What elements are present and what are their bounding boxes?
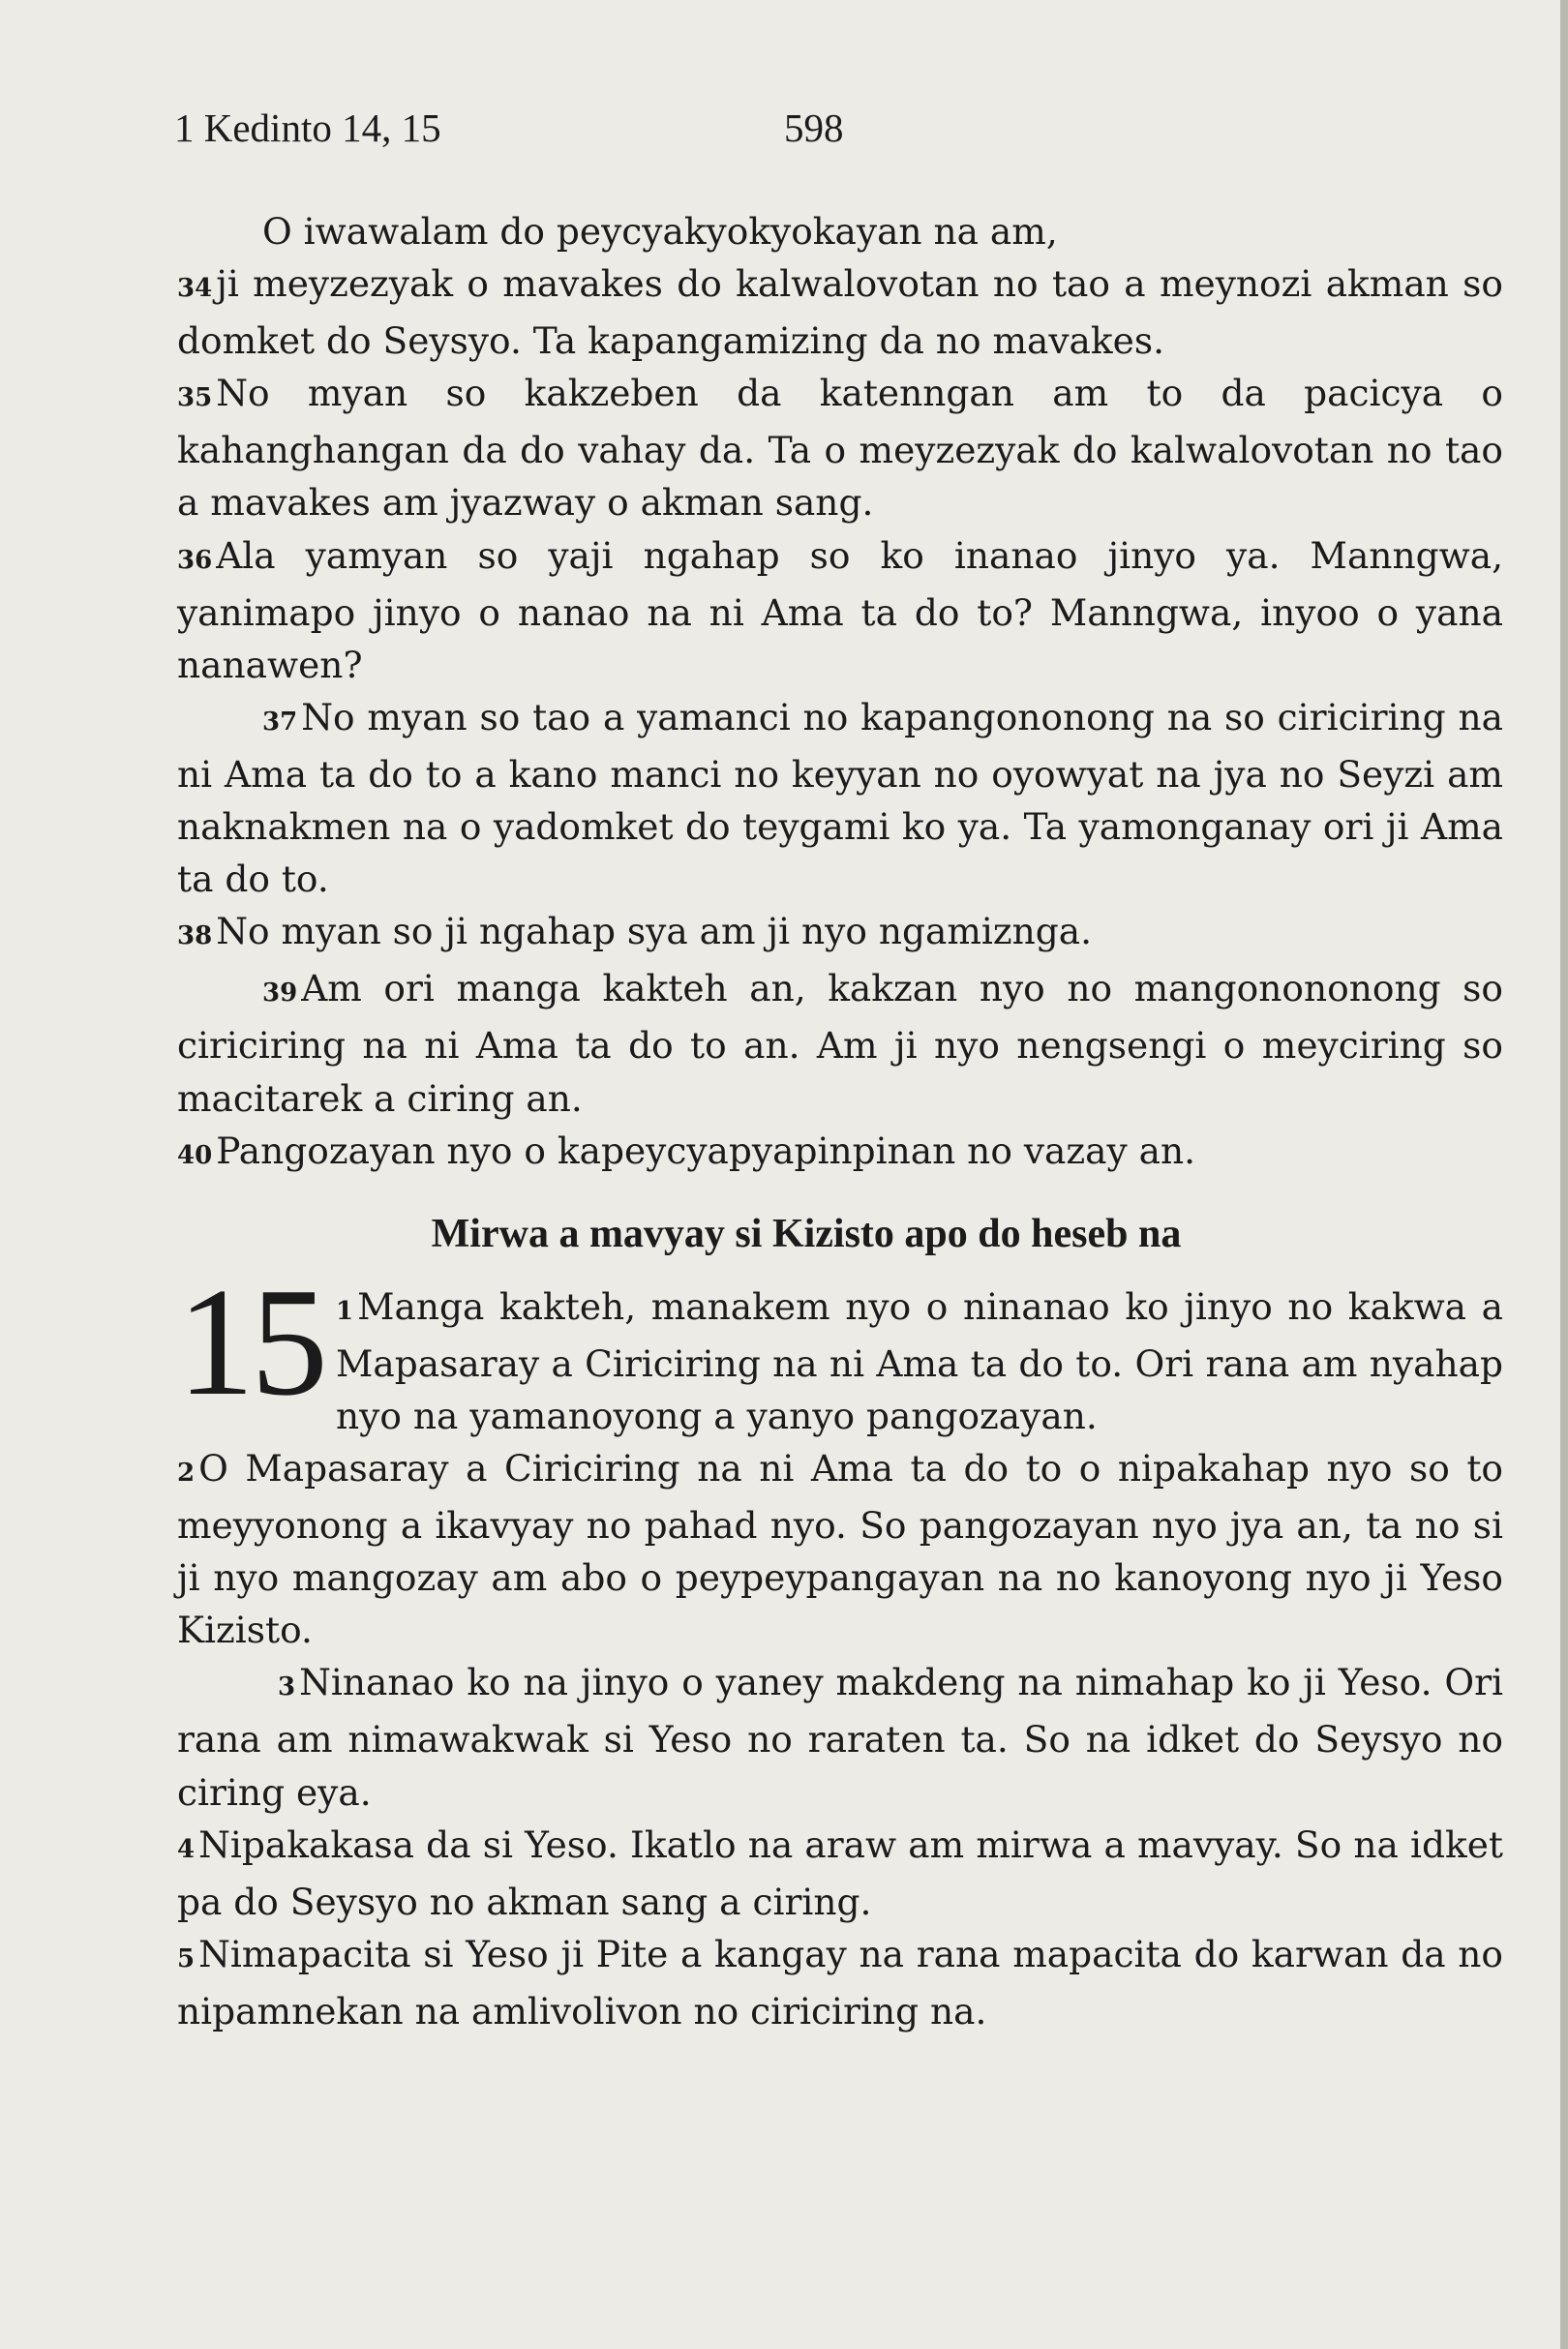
verse-number: 5 [177,1943,196,1973]
verse-15-1 [177,1254,1503,1442]
verse-text: Pangozayan nyo o kapeycyapyapinpinan no vazay an. [216,1129,1196,1172]
verse-text: ji meyzezyak o mavakes do kalwalovotan no tao a meynozi akman so domket do Seysyo. Ta kapangamizing da no mavakes. [177,262,1503,363]
verse-number: 38 [177,921,213,951]
verse-number: 40 [177,1140,213,1170]
verse-15-4 [177,1819,1503,1928]
running-title: 1 Kedinto 14, 15 [174,105,441,150]
verse-text: No myan so kakzeben da katenngan am to da pacicya o kahanghangan da do vahay da. Ta o meyzezyak do kalwalovotan no tao a mavakes am jyazway o akman sang. [177,372,1503,525]
verse-34 [177,257,1503,367]
verse-text: No myan so tao a yamanci no kapangononong na so ciriciring na ni Ama ta do to a kano manci no keyyan no oyowyat na jya no Seyzi am naknakmen na o yadomket do teygami ko ya. Ta yamonganay ori ji Ama ta do to. [177,695,1503,901]
verse-38 [177,905,1503,962]
verse-number: 4 [177,1834,196,1864]
verse-15-2 [177,1442,1503,1656]
verse-number: 39 [262,979,298,1009]
page-edge-shadow [1560,0,1568,2349]
verse-40 [177,1125,1503,1182]
verse-39 [177,962,1503,1124]
verse-text: O Mapasaray a Ciriciring na ni Ama ta do to o nipakahap nyo so to meyyonong a ikavyay no pahad nyo. So pangozayan nyo jya an, ta no si ji nyo mangozay am abo o peypeypangayan na no kanoyong nyo ji Yeso Kizisto. [177,1446,1503,1652]
page-header [174,105,1394,163]
verse-35 [177,367,1503,528]
verse-text: Nimapacita si Yeso ji Pite a kangay na rana mapacita do karwan da no nipamnekan na amlivolivon no ciriciring na. [177,1932,1503,2033]
page-body [177,205,1503,2037]
verse-36 [177,529,1503,691]
verse-text: Manga kakteh, manakem nyo o ninanao ko jinyo no kakwa a Mapasaray a Ciriciring na ni Ama ta do to. Ori rana am nyahap nyo na yamanoyong a yanyo pangozayan. [336,1284,1503,1437]
verse-text: Nipakakasa da si Yeso. Ikatlo na araw am mirwa a mavyay. So na idket pa do Seysyo no akman sang a ciring. [177,1822,1503,1923]
verse-text: O iwawalam do peycyakyokyokayan na am, [262,210,1058,253]
section-heading: Mirwa a mavyay si Kizisto apo do heseb na [431,1211,1182,1256]
page-number: 598 [784,105,844,150]
verse-number: 35 [177,383,213,413]
verse-15-3 [177,1656,1503,1818]
verse-33-continuation [177,205,1503,257]
verse-number: 37 [262,707,298,737]
verse-37 [177,691,1503,905]
chapter-number: 15 [177,1254,324,1428]
verse-number: 2 [177,1458,196,1488]
verse-number: 3 [278,1672,296,1702]
verse-number: 1 [336,1296,354,1326]
verse-number: 34 [177,274,213,304]
verse-15-5 [177,1928,1503,2037]
verse-text: Ala yamyan so yaji ngahap so ko inanao jinyo ya. Manngwa, yanimapo jinyo o nanao na ni Ama ta do to? Manngwa, inyoo o yana nanawen? [177,533,1503,686]
verse-text: Ninanao ko na jinyo o yaney makdeng na nimahap ko ji Yeso. Ori rana am nimawakwak si Yeso no raraten ta. So na idket do Seysyo no ciring eya. [177,1661,1503,1814]
verse-number: 36 [177,545,213,575]
verse-text: Am ori manga kakteh an, kakzan nyo no mangonononong so ciriciring na ni Ama ta do to an. Am ji nyo nengsengi o meyciring so macitarek a ciring an. [177,967,1503,1120]
verse-text: No myan so ji ngahap sya am ji nyo ngamiznga. [216,910,1093,953]
